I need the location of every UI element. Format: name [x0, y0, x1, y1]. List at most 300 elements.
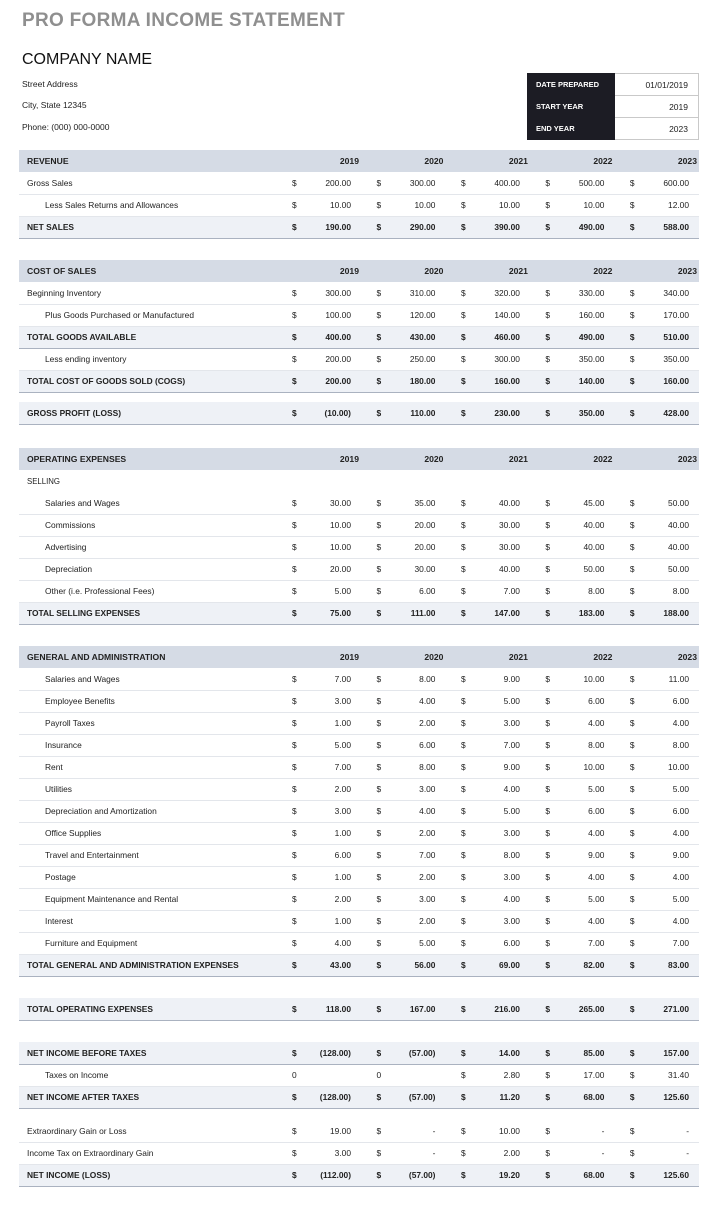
year-header: 2022 — [530, 260, 614, 282]
value-cell[interactable]: 110.00 — [385, 402, 445, 424]
value-cell[interactable]: 6.00 — [385, 734, 445, 756]
value-cell[interactable]: 40.00 — [470, 558, 530, 580]
currency-symbol: $ — [277, 602, 301, 624]
currency-symbol: $ — [361, 998, 385, 1020]
value-cell[interactable]: 68.00 — [554, 1164, 614, 1186]
value-cell[interactable]: 7.00 — [385, 844, 445, 866]
value-cell[interactable]: 19.00 — [301, 1120, 361, 1142]
value-cell[interactable]: 1.00 — [301, 910, 361, 932]
section-title: COST OF SALES — [19, 260, 277, 282]
value-cell[interactable]: 30.00 — [385, 558, 445, 580]
value-cell[interactable]: 10.00 — [639, 756, 699, 778]
value-cell[interactable]: 40.00 — [554, 514, 614, 536]
table-row — [19, 558, 699, 580]
value-cell[interactable]: 6.00 — [554, 690, 614, 712]
currency-symbol: $ — [445, 998, 469, 1020]
value-cell[interactable]: 4.00 — [554, 712, 614, 734]
value-cell[interactable]: 250.00 — [385, 348, 445, 370]
value-cell[interactable]: 3.00 — [301, 1142, 361, 1164]
currency-symbol: $ — [445, 1064, 469, 1086]
currency-symbol: $ — [445, 216, 469, 238]
value-cell[interactable]: (10.00) — [301, 402, 361, 424]
value-cell[interactable]: 6.00 — [301, 844, 361, 866]
value-cell[interactable]: 183.00 — [554, 602, 614, 624]
value-cell[interactable]: 350.00 — [554, 402, 614, 424]
row-label: Less Sales Returns and Allowances — [19, 194, 277, 216]
value-cell[interactable]: 20.00 — [385, 514, 445, 536]
value-cell[interactable]: 3.00 — [470, 822, 530, 844]
value-cell[interactable]: 50.00 — [639, 558, 699, 580]
value-cell[interactable]: 10.00 — [554, 756, 614, 778]
value-cell[interactable]: 340.00 — [639, 282, 699, 304]
value-cell[interactable]: 11.00 — [639, 668, 699, 690]
currency-symbol: $ — [530, 954, 554, 976]
year-header: 2020 — [361, 646, 445, 668]
value-cell[interactable]: 320.00 — [470, 282, 530, 304]
value-cell[interactable]: 10.00 — [301, 536, 361, 558]
value-cell[interactable]: 8.00 — [554, 734, 614, 756]
date-prepared-value[interactable]: 01/01/2019 — [615, 74, 699, 96]
value-cell[interactable]: 6.00 — [470, 932, 530, 954]
value-cell[interactable]: 490.00 — [554, 216, 614, 238]
value-cell[interactable]: 157.00 — [639, 1042, 699, 1064]
currency-symbol: $ — [445, 1086, 469, 1108]
currency-symbol: $ — [530, 866, 554, 888]
currency-symbol: $ — [614, 1120, 638, 1142]
value-cell[interactable]: 7.00 — [554, 932, 614, 954]
value-cell[interactable]: 4.00 — [639, 866, 699, 888]
row-label: NET INCOME BEFORE TAXES — [19, 1042, 277, 1064]
value-cell[interactable]: 300.00 — [470, 348, 530, 370]
value-cell[interactable]: 428.00 — [639, 402, 699, 424]
value-cell[interactable]: 2.00 — [385, 712, 445, 734]
currency-symbol: $ — [277, 844, 301, 866]
value-cell[interactable]: 5.00 — [301, 734, 361, 756]
currency-symbol: $ — [614, 402, 638, 424]
value-cell[interactable]: 8.00 — [639, 734, 699, 756]
value-cell[interactable]: 11.20 — [470, 1086, 530, 1108]
currency-symbol: $ — [445, 282, 469, 304]
value-cell[interactable]: 20.00 — [301, 558, 361, 580]
table-row — [19, 888, 699, 910]
row-label: Insurance — [19, 734, 277, 756]
value-cell[interactable]: 5.00 — [301, 580, 361, 602]
value-cell[interactable]: 9.00 — [639, 844, 699, 866]
value-cell[interactable]: 7.00 — [639, 932, 699, 954]
currency-symbol: $ — [614, 1064, 638, 1086]
value-cell[interactable]: 200.00 — [301, 370, 361, 392]
value-cell[interactable]: 3.00 — [385, 778, 445, 800]
value-cell[interactable]: 4.00 — [639, 822, 699, 844]
value-cell[interactable]: 6.00 — [639, 800, 699, 822]
currency-symbol: $ — [361, 172, 385, 194]
table-row — [19, 844, 699, 866]
currency-symbol: $ — [445, 172, 469, 194]
value-cell[interactable]: 50.00 — [639, 492, 699, 514]
value-cell[interactable]: 6.00 — [639, 690, 699, 712]
value-cell[interactable]: 5.00 — [470, 690, 530, 712]
value-cell[interactable]: 330.00 — [554, 282, 614, 304]
value-cell[interactable]: 4.00 — [385, 800, 445, 822]
currency-symbol: $ — [277, 1042, 301, 1064]
value-cell[interactable]: 6.00 — [385, 580, 445, 602]
value-cell[interactable]: 10.00 — [554, 668, 614, 690]
value-cell[interactable]: 2.00 — [385, 822, 445, 844]
value-cell[interactable]: 2.00 — [301, 888, 361, 910]
value-cell[interactable]: 2.00 — [385, 866, 445, 888]
currency-symbol: $ — [277, 514, 301, 536]
currency-symbol: $ — [277, 402, 301, 424]
currency-symbol: $ — [361, 712, 385, 734]
value-cell[interactable]: 510.00 — [639, 326, 699, 348]
value-cell[interactable]: 2.00 — [470, 1142, 530, 1164]
currency-symbol: $ — [445, 348, 469, 370]
currency-symbol: $ — [277, 800, 301, 822]
value-cell[interactable]: 160.00 — [639, 370, 699, 392]
section-header-row — [19, 448, 699, 470]
value-cell[interactable]: 10.00 — [385, 194, 445, 216]
value-cell[interactable]: 588.00 — [639, 216, 699, 238]
value-cell[interactable]: - — [385, 1120, 445, 1142]
currency-symbol: $ — [614, 326, 638, 348]
currency-symbol: $ — [361, 844, 385, 866]
value-cell[interactable]: 56.00 — [385, 954, 445, 976]
value-cell[interactable]: 30.00 — [301, 492, 361, 514]
date-prepared-label: DATE PREPARED — [528, 74, 615, 96]
value-cell[interactable]: 85.00 — [554, 1042, 614, 1064]
currency-symbol: $ — [361, 778, 385, 800]
value-cell[interactable]: 4.00 — [554, 822, 614, 844]
currency-symbol: $ — [530, 690, 554, 712]
year-header: 2021 — [445, 646, 529, 668]
year-header: 2021 — [445, 150, 529, 172]
value-cell[interactable]: 271.00 — [639, 998, 699, 1020]
value-cell[interactable]: 111.00 — [385, 602, 445, 624]
value-cell[interactable]: 2.00 — [385, 910, 445, 932]
value-cell[interactable]: 19.20 — [470, 1164, 530, 1186]
currency-symbol: $ — [530, 370, 554, 392]
value-cell[interactable]: 100.00 — [301, 304, 361, 326]
value-cell[interactable]: 216.00 — [470, 998, 530, 1020]
row-label: Taxes on Income — [19, 1064, 277, 1086]
currency-symbol: $ — [277, 668, 301, 690]
value-cell[interactable]: 30.00 — [470, 536, 530, 558]
currency-symbol: $ — [361, 370, 385, 392]
value-cell[interactable]: 4.00 — [639, 910, 699, 932]
summary-section — [19, 1042, 699, 1109]
value-cell[interactable]: 200.00 — [301, 348, 361, 370]
value-cell[interactable]: 310.00 — [385, 282, 445, 304]
currency-symbol: $ — [530, 282, 554, 304]
value-cell[interactable]: 350.00 — [639, 348, 699, 370]
value-cell[interactable]: (128.00) — [301, 1086, 361, 1108]
currency-symbol: $ — [361, 888, 385, 910]
currency-symbol: $ — [614, 370, 638, 392]
value-cell[interactable]: - — [554, 1142, 614, 1164]
row-label: NET SALES — [19, 216, 277, 238]
value-cell[interactable]: 10.00 — [470, 1120, 530, 1142]
value-cell[interactable]: 180.00 — [385, 370, 445, 392]
value-cell[interactable]: 200.00 — [301, 172, 361, 194]
value-cell[interactable]: 10.00 — [470, 194, 530, 216]
currency-symbol: $ — [614, 888, 638, 910]
street-address: Street Address — [22, 79, 78, 89]
value-cell[interactable]: 1.00 — [301, 712, 361, 734]
currency-symbol: $ — [530, 194, 554, 216]
value-cell[interactable]: 5.00 — [554, 888, 614, 910]
currency-symbol: $ — [361, 326, 385, 348]
value-cell[interactable]: 1.00 — [301, 822, 361, 844]
section-title: REVENUE — [19, 150, 277, 172]
total-row — [19, 326, 699, 348]
currency-symbol: $ — [445, 558, 469, 580]
value-cell[interactable]: 300.00 — [301, 282, 361, 304]
value-cell[interactable]: 50.00 — [554, 558, 614, 580]
value-cell[interactable]: 2.00 — [301, 778, 361, 800]
value-cell[interactable]: - — [385, 1142, 445, 1164]
currency-symbol: $ — [530, 932, 554, 954]
value-cell[interactable]: 125.60 — [639, 1086, 699, 1108]
value-cell[interactable]: 7.00 — [301, 756, 361, 778]
total-row — [19, 1042, 699, 1064]
value-cell[interactable]: 188.00 — [639, 602, 699, 624]
value-cell[interactable]: 490.00 — [554, 326, 614, 348]
value-cell[interactable]: 230.00 — [470, 402, 530, 424]
value-cell[interactable]: (57.00) — [385, 1042, 445, 1064]
currency-symbol: $ — [445, 602, 469, 624]
document-title: PRO FORMA INCOME STATEMENT — [22, 10, 346, 31]
value-cell[interactable]: 4.00 — [301, 932, 361, 954]
report-info-box — [527, 73, 699, 140]
table-row — [19, 348, 699, 370]
value-cell[interactable]: 10.00 — [554, 194, 614, 216]
value-cell[interactable]: 75.00 — [301, 602, 361, 624]
currency-symbol: $ — [530, 216, 554, 238]
value-cell[interactable]: 6.00 — [554, 800, 614, 822]
currency-symbol: $ — [614, 1042, 638, 1064]
value-cell[interactable]: 68.00 — [554, 1086, 614, 1108]
value-cell[interactable]: 3.00 — [470, 712, 530, 734]
value-cell[interactable]: 167.00 — [385, 998, 445, 1020]
currency-symbol: $ — [361, 194, 385, 216]
value-cell[interactable]: 140.00 — [554, 370, 614, 392]
row-label: Beginning Inventory — [19, 282, 277, 304]
value-cell[interactable]: 600.00 — [639, 172, 699, 194]
summary-section — [19, 402, 699, 425]
value-cell[interactable] — [385, 1064, 445, 1086]
value-cell[interactable]: 69.00 — [470, 954, 530, 976]
value-cell[interactable]: 3.00 — [470, 910, 530, 932]
value-cell[interactable]: 3.00 — [301, 800, 361, 822]
value-cell[interactable]: 3.00 — [301, 690, 361, 712]
value-cell[interactable]: 9.00 — [470, 756, 530, 778]
total-row — [19, 954, 699, 976]
value-cell[interactable]: 400.00 — [470, 172, 530, 194]
currency-symbol: $ — [614, 602, 638, 624]
total-row — [19, 998, 699, 1020]
value-cell[interactable]: 4.00 — [554, 866, 614, 888]
currency-symbol: $ — [530, 712, 554, 734]
value-cell[interactable]: 40.00 — [470, 492, 530, 514]
value-cell[interactable]: 35.00 — [385, 492, 445, 514]
end-year-value[interactable]: 2023 — [615, 118, 699, 140]
currency-symbol: $ — [445, 954, 469, 976]
value-cell[interactable]: 4.00 — [639, 712, 699, 734]
value-cell[interactable]: 9.00 — [470, 668, 530, 690]
value-cell[interactable]: 45.00 — [554, 492, 614, 514]
value-cell[interactable]: 5.00 — [554, 778, 614, 800]
currency-symbol: $ — [361, 282, 385, 304]
table-row — [19, 492, 699, 514]
currency-symbol: $ — [277, 756, 301, 778]
value-cell[interactable]: 2.80 — [470, 1064, 530, 1086]
total-row — [19, 602, 699, 624]
company-name: COMPANY NAME — [22, 51, 153, 68]
currency-symbol: $ — [445, 844, 469, 866]
currency-symbol: $ — [277, 910, 301, 932]
row-label: TOTAL GOODS AVAILABLE — [19, 326, 277, 348]
value-cell[interactable]: 9.00 — [554, 844, 614, 866]
value-cell[interactable]: 40.00 — [554, 536, 614, 558]
value-cell[interactable]: 300.00 — [385, 172, 445, 194]
currency-symbol: $ — [361, 580, 385, 602]
value-cell[interactable]: 140.00 — [470, 304, 530, 326]
currency-symbol: $ — [361, 1142, 385, 1164]
value-cell[interactable]: 8.00 — [385, 756, 445, 778]
year-header: 2023 — [614, 150, 699, 172]
table-row — [19, 514, 699, 536]
currency-symbol: $ — [614, 690, 638, 712]
value-cell[interactable]: 460.00 — [470, 326, 530, 348]
value-cell[interactable]: 30.00 — [470, 514, 530, 536]
value-cell[interactable]: 4.00 — [470, 778, 530, 800]
value-cell[interactable]: 4.00 — [385, 690, 445, 712]
value-cell[interactable]: 5.00 — [639, 888, 699, 910]
currency-symbol: $ — [361, 304, 385, 326]
value-cell[interactable]: 5.00 — [470, 800, 530, 822]
currency-symbol: $ — [277, 326, 301, 348]
value-cell[interactable]: 20.00 — [385, 536, 445, 558]
table-row — [19, 712, 699, 734]
value-cell[interactable]: 500.00 — [554, 172, 614, 194]
currency-symbol: $ — [277, 216, 301, 238]
value-cell[interactable]: 82.00 — [554, 954, 614, 976]
currency-symbol: $ — [361, 492, 385, 514]
value-cell[interactable]: 160.00 — [470, 370, 530, 392]
value-cell[interactable]: 4.00 — [554, 910, 614, 932]
year-header: 2019 — [277, 646, 361, 668]
value-cell[interactable]: 125.60 — [639, 1164, 699, 1186]
table-row — [19, 822, 699, 844]
value-cell[interactable]: 5.00 — [385, 932, 445, 954]
value-cell[interactable]: 43.00 — [301, 954, 361, 976]
currency-symbol: $ — [614, 304, 638, 326]
value-cell[interactable]: 160.00 — [554, 304, 614, 326]
currency-symbol: $ — [445, 668, 469, 690]
value-cell[interactable]: 8.00 — [639, 580, 699, 602]
value-cell[interactable]: 40.00 — [639, 514, 699, 536]
value-cell[interactable]: 147.00 — [470, 602, 530, 624]
currency-symbol: $ — [445, 1142, 469, 1164]
value-cell[interactable]: 17.00 — [554, 1064, 614, 1086]
value-cell[interactable]: (128.00) — [301, 1042, 361, 1064]
value-cell[interactable]: 10.00 — [301, 194, 361, 216]
table-row — [19, 536, 699, 558]
value-cell[interactable]: (57.00) — [385, 1086, 445, 1108]
value-cell[interactable]: 14.00 — [470, 1042, 530, 1064]
value-cell[interactable]: 1.00 — [301, 866, 361, 888]
value-cell[interactable]: 3.00 — [385, 888, 445, 910]
value-cell[interactable]: 8.00 — [385, 668, 445, 690]
currency-symbol: $ — [530, 822, 554, 844]
value-cell[interactable]: 12.00 — [639, 194, 699, 216]
currency-symbol: $ — [445, 580, 469, 602]
value-cell[interactable]: - — [554, 1120, 614, 1142]
section-subtitle-row — [19, 470, 699, 492]
value-cell[interactable]: 4.00 — [470, 888, 530, 910]
currency-symbol: $ — [614, 216, 638, 238]
currency-symbol: $ — [277, 954, 301, 976]
value-cell[interactable]: 170.00 — [639, 304, 699, 326]
value-cell[interactable]: 290.00 — [385, 216, 445, 238]
year-header: 2023 — [614, 448, 699, 470]
currency-symbol: $ — [530, 514, 554, 536]
row-label: Salaries and Wages — [19, 492, 277, 514]
value-cell[interactable]: 350.00 — [554, 348, 614, 370]
row-label: Postage — [19, 866, 277, 888]
value-cell[interactable]: 118.00 — [301, 998, 361, 1020]
currency-symbol: $ — [361, 216, 385, 238]
currency-symbol: $ — [277, 580, 301, 602]
value-cell[interactable]: 430.00 — [385, 326, 445, 348]
value-cell[interactable]: 7.00 — [470, 734, 530, 756]
operating-expenses-section — [19, 448, 699, 625]
currency-symbol: $ — [277, 1164, 301, 1186]
value-cell[interactable]: 40.00 — [639, 536, 699, 558]
value-cell[interactable]: - — [639, 1120, 699, 1142]
value-cell[interactable]: 8.00 — [470, 844, 530, 866]
value-cell[interactable]: 390.00 — [470, 216, 530, 238]
value-cell[interactable]: 10.00 — [301, 514, 361, 536]
currency-symbol: $ — [445, 932, 469, 954]
value-cell[interactable]: (57.00) — [385, 1164, 445, 1186]
value-cell[interactable]: 190.00 — [301, 216, 361, 238]
currency-symbol: $ — [614, 910, 638, 932]
value-cell[interactable]: 31.40 — [639, 1064, 699, 1086]
currency-symbol: $ — [277, 370, 301, 392]
currency-symbol: $ — [445, 304, 469, 326]
value-cell[interactable]: - — [639, 1142, 699, 1164]
summary-section — [19, 1120, 699, 1187]
value-cell[interactable]: 120.00 — [385, 304, 445, 326]
value-cell[interactable]: 265.00 — [554, 998, 614, 1020]
currency-symbol: $ — [530, 668, 554, 690]
currency-symbol: $ — [445, 1164, 469, 1186]
value-cell[interactable] — [301, 1064, 361, 1086]
value-cell[interactable]: 3.00 — [470, 866, 530, 888]
table-row — [19, 690, 699, 712]
value-cell[interactable]: 83.00 — [639, 954, 699, 976]
value-cell[interactable]: 400.00 — [301, 326, 361, 348]
value-cell[interactable]: (112.00) — [301, 1164, 361, 1186]
value-cell[interactable]: 7.00 — [301, 668, 361, 690]
value-cell[interactable]: 5.00 — [639, 778, 699, 800]
value-cell[interactable]: 7.00 — [470, 580, 530, 602]
currency-symbol: $ — [530, 1164, 554, 1186]
value-cell[interactable]: 8.00 — [554, 580, 614, 602]
row-label: Advertising — [19, 536, 277, 558]
start-year-value[interactable]: 2019 — [615, 96, 699, 118]
